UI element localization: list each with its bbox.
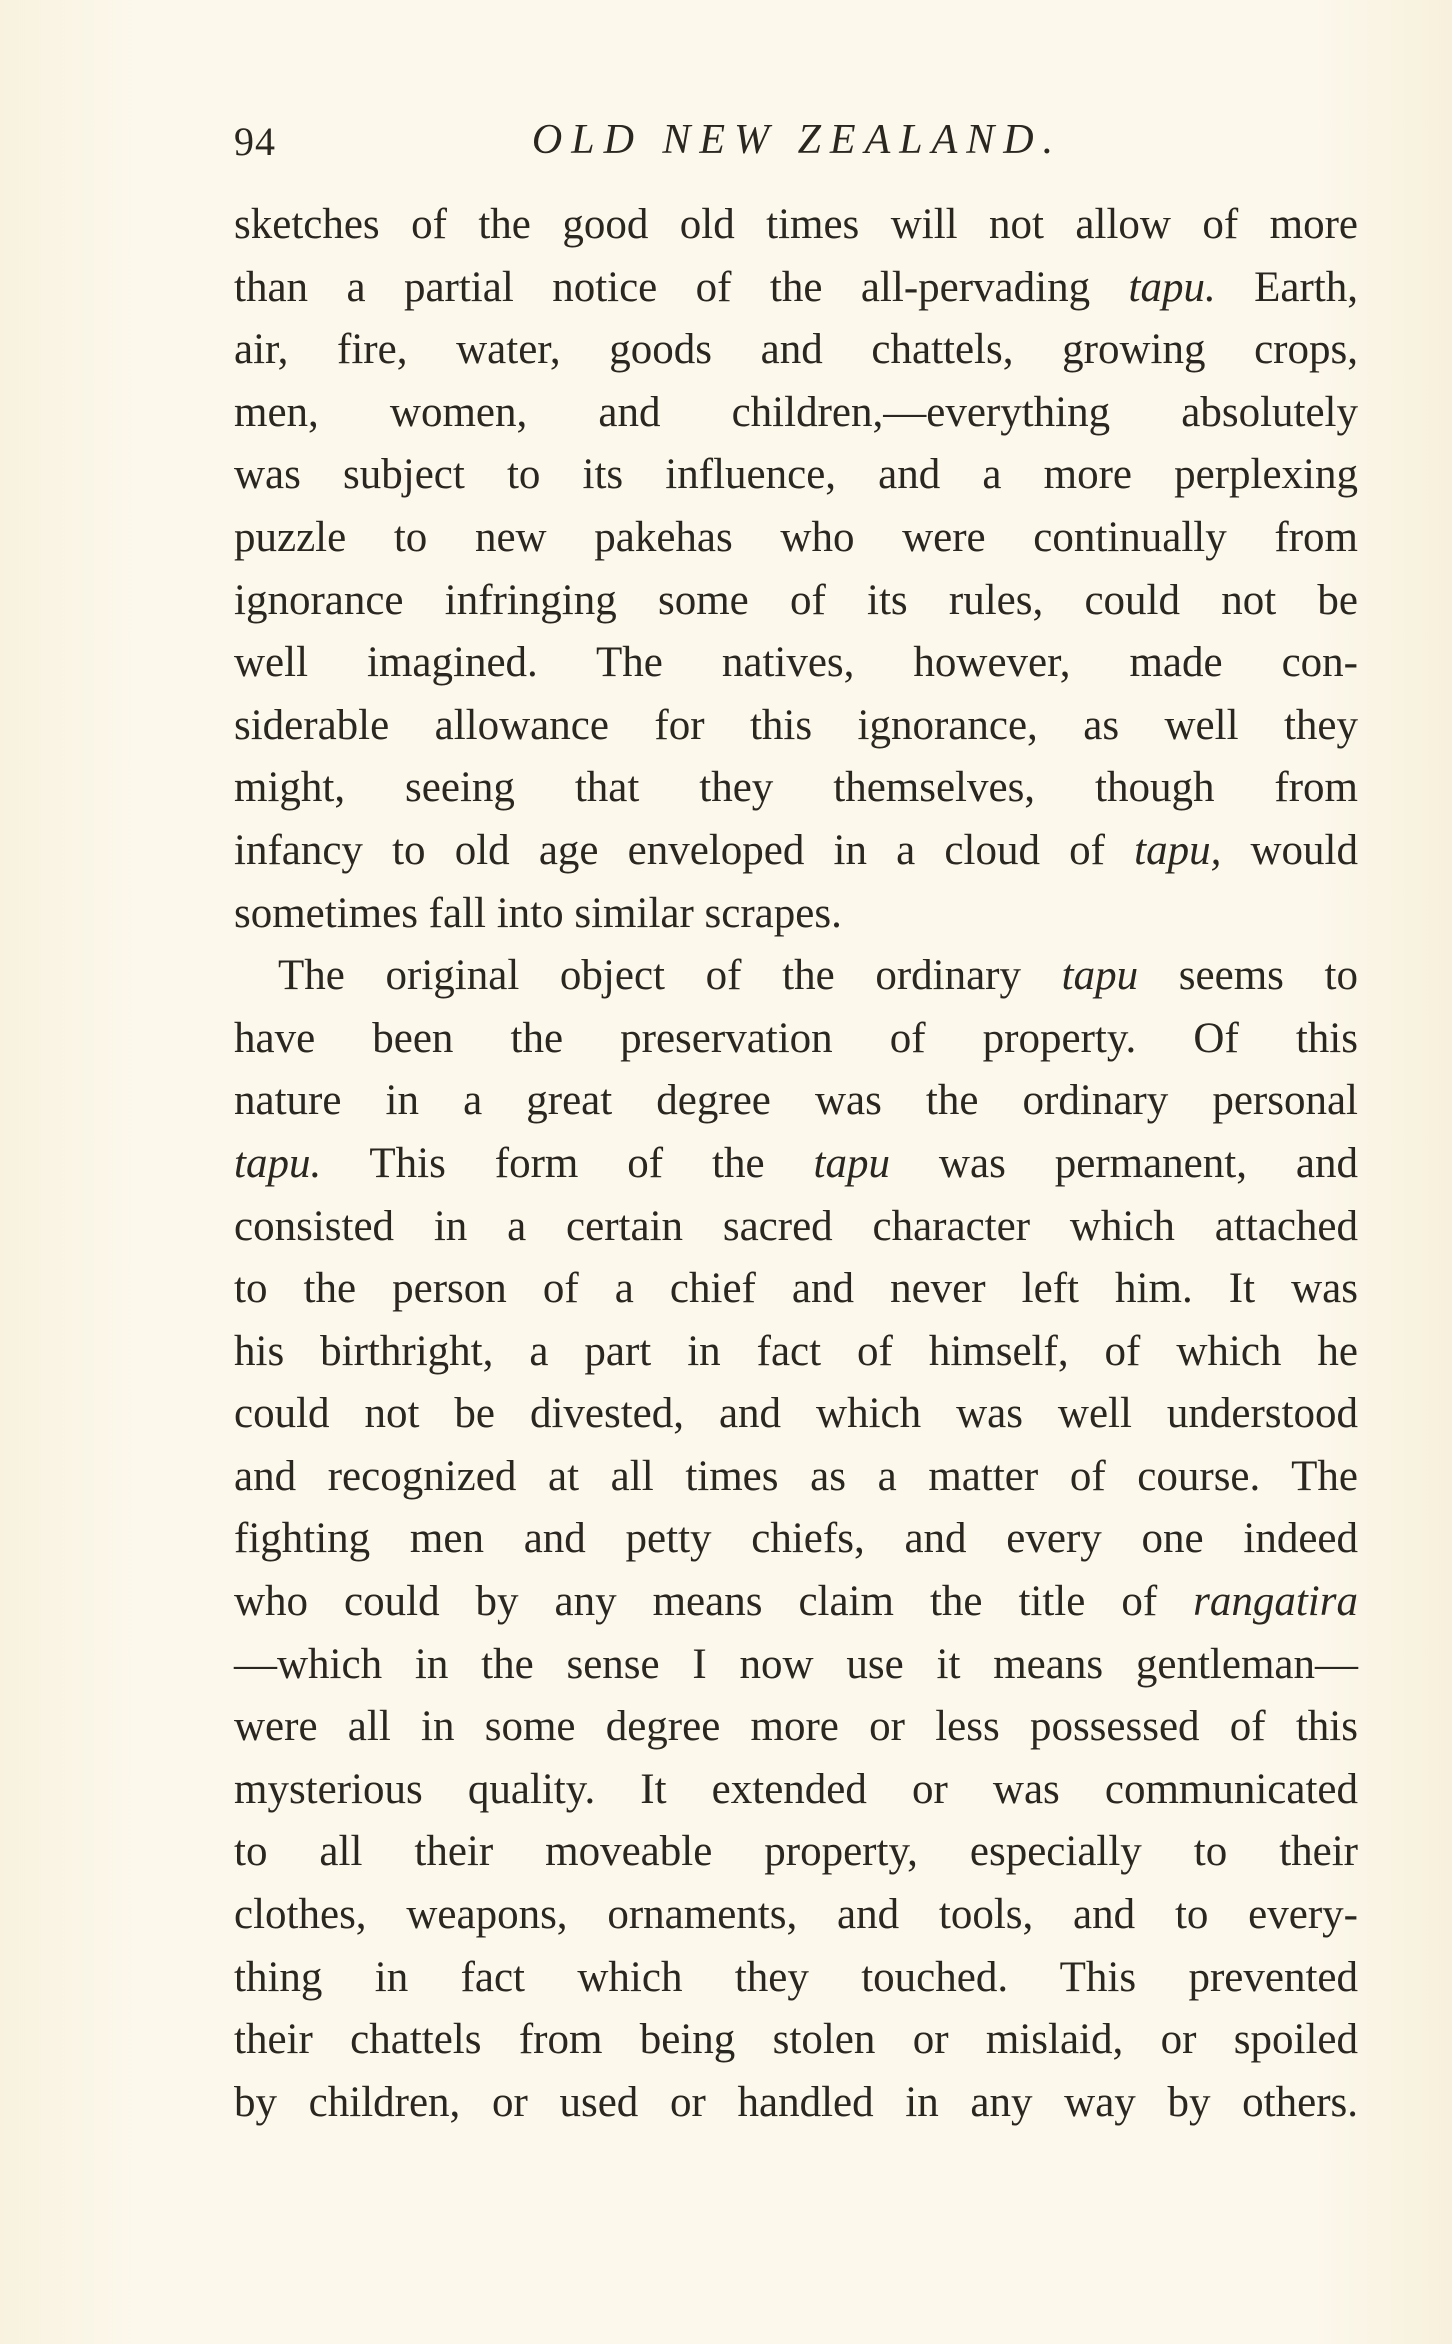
text-line xyxy=(234,2009,1358,2072)
text-segment: siderable allowance for this ignorance, as well they xyxy=(234,701,1358,749)
text-line xyxy=(234,1759,1358,1822)
text-segment: to the person of a chief and never left him. It was xyxy=(234,1265,1358,1313)
text-line xyxy=(234,1884,1358,1947)
text-line xyxy=(234,1196,1358,1259)
text-segment: and recognized at all times as a matter of course. The xyxy=(234,1452,1358,1500)
text-segment: Earth, xyxy=(1215,263,1358,311)
text-segment: —which in the sense I now use it means gentleman— xyxy=(234,1640,1358,1688)
text-line xyxy=(234,319,1358,382)
page-header xyxy=(234,112,1360,172)
text-line xyxy=(234,1696,1358,1759)
text-segment: sometimes fall into similar scrapes. xyxy=(234,889,842,937)
text-segment: sketches of the good old times will not allow of more xyxy=(234,201,1358,248)
text-line xyxy=(234,1508,1358,1571)
text-line xyxy=(234,1070,1358,1133)
text-segment: could not be divested, and which was well understood xyxy=(234,1390,1358,1438)
text-segment: have been the preservation of property. Of this xyxy=(234,1014,1358,1062)
text-segment: well imagined. The natives, however, made con- xyxy=(234,639,1358,687)
text-line xyxy=(234,945,1358,1008)
page-number: 94 xyxy=(234,119,276,164)
text-line xyxy=(234,1446,1358,1509)
text-segment: might, seeing that they themselves, though from xyxy=(234,764,1358,812)
text-line xyxy=(234,1634,1358,1697)
text-line xyxy=(234,382,1358,445)
text-line xyxy=(234,757,1358,820)
text-segment: mysterious quality. It extended or was communicated xyxy=(234,1765,1358,1813)
text-line xyxy=(234,883,1358,946)
text-segment: would xyxy=(1221,826,1358,874)
text-line xyxy=(234,1571,1358,1634)
italic-text: tapu xyxy=(1061,952,1139,1000)
text-line xyxy=(234,1321,1358,1384)
text-line xyxy=(234,1821,1358,1884)
text-segment: men, women, and children,—everything absolutely xyxy=(234,388,1358,436)
text-line xyxy=(234,257,1358,320)
text-line xyxy=(234,632,1358,695)
text-line xyxy=(234,1383,1358,1446)
text-segment: The original object of the ordinary xyxy=(278,952,1062,1000)
text-line xyxy=(234,695,1358,758)
text-segment: puzzle to new pakehas who were continually from xyxy=(234,513,1358,561)
italic-text: rangatira xyxy=(1193,1578,1358,1626)
text-segment: was subject to its influence, and a more perplexing xyxy=(234,451,1358,499)
text-segment: their chattels from being stolen or mislaid, or spoiled xyxy=(234,2016,1358,2064)
running-title: OLD NEW ZEALAND. xyxy=(531,117,1063,163)
text-segment: were all in some degree more or less possessed of this xyxy=(234,1703,1358,1751)
text-segment: was permanent, and xyxy=(889,1139,1358,1187)
text-line xyxy=(234,2072,1358,2135)
italic-text: tapu. xyxy=(1128,263,1216,311)
text-line xyxy=(234,570,1358,633)
text-segment: who could by any means claim the title of xyxy=(234,1578,1194,1626)
text-segment: air, fire, water, goods and chattels, growing crops, xyxy=(234,326,1358,374)
text-segment: ignorance infringing some of its rules, could not be xyxy=(234,576,1358,624)
text-segment: fighting men and petty chiefs, and every one indeed xyxy=(234,1515,1358,1563)
text-line xyxy=(234,1133,1358,1196)
body-text xyxy=(234,194,1358,2134)
italic-text: tapu xyxy=(813,1139,890,1187)
italic-text: tapu, xyxy=(1134,826,1222,874)
text-segment: to all their moveable property, especially to their xyxy=(234,1828,1358,1876)
text-segment: infancy to old age enveloped in a cloud of xyxy=(234,826,1135,874)
text-line xyxy=(234,1258,1358,1321)
text-line xyxy=(234,1947,1358,2010)
text-segment: thing in fact which they touched. This prevented xyxy=(234,1953,1358,2001)
text-line xyxy=(234,820,1358,883)
text-segment: clothes, weapons, ornaments, and tools, and to every- xyxy=(234,1891,1358,1939)
text-line xyxy=(234,194,1358,257)
text-segment: than a partial notice of the all-pervading xyxy=(234,263,1129,311)
text-segment: seems to xyxy=(1138,952,1358,1000)
text-segment: nature in a great degree was the ordinary personal xyxy=(234,1077,1358,1125)
text-segment: This form of the xyxy=(321,1139,814,1187)
text-segment: by children, or used or handled in any way by others. xyxy=(234,2078,1358,2126)
text-line xyxy=(234,1008,1358,1071)
text-line xyxy=(234,444,1358,507)
text-segment: his birthright, a part in fact of himself, of which he xyxy=(234,1327,1358,1375)
text-line xyxy=(234,507,1358,570)
italic-text: tapu. xyxy=(234,1139,322,1187)
text-segment: consisted in a certain sacred character which attached xyxy=(234,1202,1358,1250)
